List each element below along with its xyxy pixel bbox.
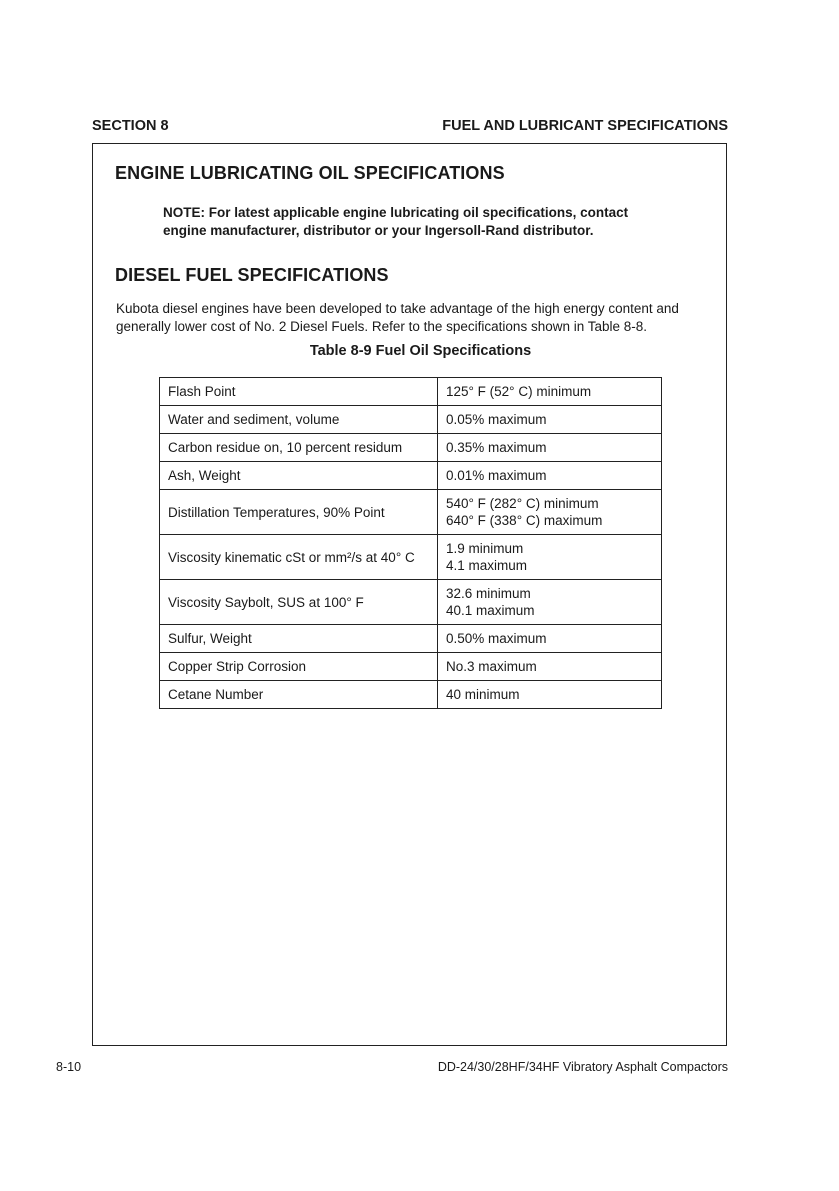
page-number: 8-10 [56,1060,82,1074]
table-row [160,406,662,434]
spec-value [438,625,662,653]
section-title: FUEL AND LUBRICANT SPECIFICATIONS [442,118,728,134]
spec-label: Water and sediment, volume [160,406,438,434]
spec-label: Viscosity kinematic cSt or mm²/s at 40° C [160,535,438,580]
table-row [160,653,662,681]
table-row [160,378,662,406]
spec-value-line: 0.50% maximum [446,631,547,646]
footer-product-name: DD-24/30/28HF/34HF Vibratory Asphalt Compactors [437,1060,728,1074]
spec-value [438,490,662,535]
spec-value-line: 125° F (52° C) minimum [446,384,592,399]
table-row [160,580,662,625]
fuel-oil-spec-table [159,377,662,709]
spec-value [438,580,662,625]
spec-label: Distillation Temperatures, 90% Point [160,490,438,535]
note-line-2: engine manufacturer, distributor or your Ingersoll-Rand distributor. [163,223,594,238]
spec-value-line: 540° F (282° C) minimum [446,496,599,511]
lube-oil-note [163,204,628,240]
spec-value [438,434,662,462]
diesel-fuel-paragraph [116,300,716,336]
lube-oil-heading: ENGINE LUBRICATING OIL SPECIFICATIONS [115,163,505,183]
table-caption-wrap [0,342,839,360]
spec-value [438,653,662,681]
spec-value-line: 1.9 minimum [446,541,524,556]
table-caption: Table 8-9 Fuel Oil Specifications [309,343,532,359]
note-line-1: NOTE: For latest applicable engine lubricating oil specifications, contact [163,205,629,220]
spec-value [438,462,662,490]
spec-value-line: 0.35% maximum [446,440,547,455]
table-row [160,434,662,462]
spec-value-line: 640° F (338° C) maximum [446,513,603,528]
spec-value-line: 40.1 maximum [446,603,535,618]
spec-label: Flash Point [160,378,438,406]
section-label: SECTION 8 [92,118,169,134]
spec-label: Carbon residue on, 10 percent residum [160,434,438,462]
table-row [160,535,662,580]
spec-value [438,378,662,406]
table-row [160,681,662,709]
spec-value-line: No.3 maximum [446,659,537,674]
spec-value-line: 0.01% maximum [446,468,547,483]
para-line-2: generally lower cost of No. 2 Diesel Fuels. Refer to the specifications shown in Table 8-8. [116,319,648,334]
spec-label: Copper Strip Corrosion [160,653,438,681]
table-row [160,462,662,490]
spec-value [438,535,662,580]
spec-label: Ash, Weight [160,462,438,490]
para-line-1: Kubota diesel engines have been developed to take advantage of the high energy content and [116,301,679,316]
spec-value-line: 0.05% maximum [446,412,547,427]
spec-label: Viscosity Saybolt, SUS at 100° F [160,580,438,625]
spec-value-line: 40 minimum [446,687,520,702]
table-row [160,490,662,535]
spec-value [438,681,662,709]
spec-value-line: 32.6 minimum [446,586,531,601]
table-row [160,625,662,653]
spec-value-line: 4.1 maximum [446,558,528,573]
diesel-fuel-heading: DIESEL FUEL SPECIFICATIONS [115,265,389,285]
spec-label: Sulfur, Weight [160,625,438,653]
spec-value [438,406,662,434]
spec-label: Cetane Number [160,681,438,709]
